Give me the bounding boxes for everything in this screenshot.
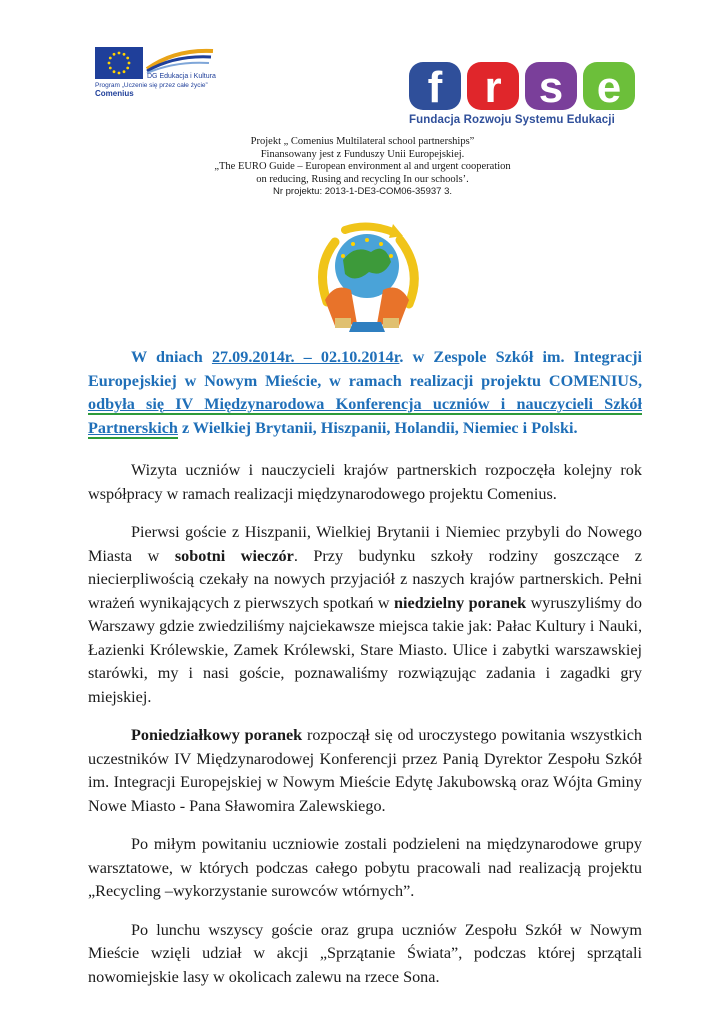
- project-number: Nr projektu: 2013-1-DE3-COM06-35937 3.: [272, 186, 452, 198]
- paragraph-5: Po lunchu wszyscy goście oraz grupa uczniów Zespołu Szkół w Nowym Mieście wzięli udział w akcji „Sprzątanie Świata”, podczas której sprzątali nowomiejskie lasy w okolicach zalewu na rzece Sona.: [88, 920, 642, 986]
- eu-program-line2: Program „Uczenie się przez całe życie”: [95, 82, 208, 89]
- paragraph-2-text-a: Pierwsi goście z Hiszpanii, Wielkiej Brytanii i Niemiec przybyli do Nowego Miasta w: [88, 523, 642, 565]
- project-info-line: Projekt „ Comenius Multilateral school partnerships”: [250, 136, 475, 147]
- paragraph-1: Wizyta uczniów i nauczycieli krajów partnerskich rozpoczęła kolejny rok współpracy w ramach realizacji międzynarodowego projektu Comenius.: [88, 461, 642, 503]
- eu-program-text: [95, 82, 208, 99]
- lead-paragraph: [88, 346, 642, 440]
- paragraph-2: [88, 521, 642, 709]
- paragraph-2-text-c: wyruszyliśmy do Warszawy gdzie zwiedziliśmy najciekawsze miejsca takie jak: Pałac Kultury i Nauki, Łazienki Królewskie, Zamek Królewski, Stare Miasto. Ulice i zabytki warszawskiej starówki, my i nasi goście, poznawaliśmy rozwiązując zadania i zagadki gry miejskiej.: [88, 593, 642, 706]
- frse-logo: [409, 60, 641, 126]
- lead-date: 27.09.2014r. – 02.10.2014r: [211, 348, 400, 366]
- paragraph-3-bold: Poniedziałkowy poranek: [131, 726, 303, 744]
- frse-letter-e: e: [596, 63, 622, 112]
- euro-guide-emblem-icon: [305, 222, 429, 334]
- lead-text-2: . w Zespole Szkół im. Integracji Europejskiej w Nowym Mieście, w ramach realizacji projektu COMENIUS,: [88, 348, 642, 390]
- paragraph-4: Po miłym powitaniu uczniowie zostali podzieleni na międzynarodowe grupy warsztatowe, w których podczas całego pobytu pracowali nad realizacją projektu „Recycling –wykorzystanie surowców wtórnych”.: [88, 835, 642, 900]
- project-info: [150, 136, 575, 199]
- project-info-line: on reducing, Rusing and recycling In our schools’.: [256, 173, 469, 185]
- paragraph-3-text: rozpoczął się od uroczystego powitania wszystkich uczestników IV Międzynarodowej Konferencji przez Panią Dyrektor Zespołu Szkół im. Integracji Europejskiej w Nowym Mieście Edytę Jakubowską oraz Wójta Gminy Nowe Miasto - Pana Sławomira Zalewskiego.: [88, 726, 642, 815]
- paragraph-3: [88, 724, 642, 818]
- lead-text-3: z Wielkiej Brytanii, Hiszpanii, Holandii, Niemiec i Polski.: [177, 418, 578, 437]
- article-content: [88, 346, 642, 1004]
- frse-name: Fundacja Rozwoju Systemu Edukacji: [409, 114, 615, 126]
- eu-comenius-logo: [95, 47, 255, 107]
- project-info-line: „The EURO Guide – European environment al and urgent cooperation: [214, 161, 511, 173]
- lead-text-1: W dniach: [131, 348, 212, 366]
- frse-letter-f: f: [427, 63, 443, 112]
- lead-conference: odbyła się IV Międzynarodowa Konferencja uczniów i nauczycieli Szkół Partnerskich: [88, 395, 642, 437]
- frse-letter-s: s: [538, 63, 564, 112]
- eu-program-name: Comenius: [95, 89, 134, 98]
- eu-program-line1: DG Edukacja i Kultura: [147, 73, 216, 80]
- paragraph-2-text-b: . Przy budynku szkoły rodziny goszczące z niecierpliwością czekały na nowych przyjaciół z naszych krajów partnerskich. Pełni wrażeń wynikających z pierwszych spotkań w: [88, 546, 642, 612]
- eu-flag-icon: [95, 47, 143, 79]
- article-body: [88, 459, 642, 989]
- frse-letter-r: r: [484, 63, 502, 112]
- paragraph-2-bold-a: sobotni wieczór: [174, 546, 294, 565]
- project-info-line: Finansowany jest z Funduszy Unii Europejskiej.: [260, 148, 465, 160]
- paragraph-2-bold-b: niedzielny poranek: [394, 593, 527, 612]
